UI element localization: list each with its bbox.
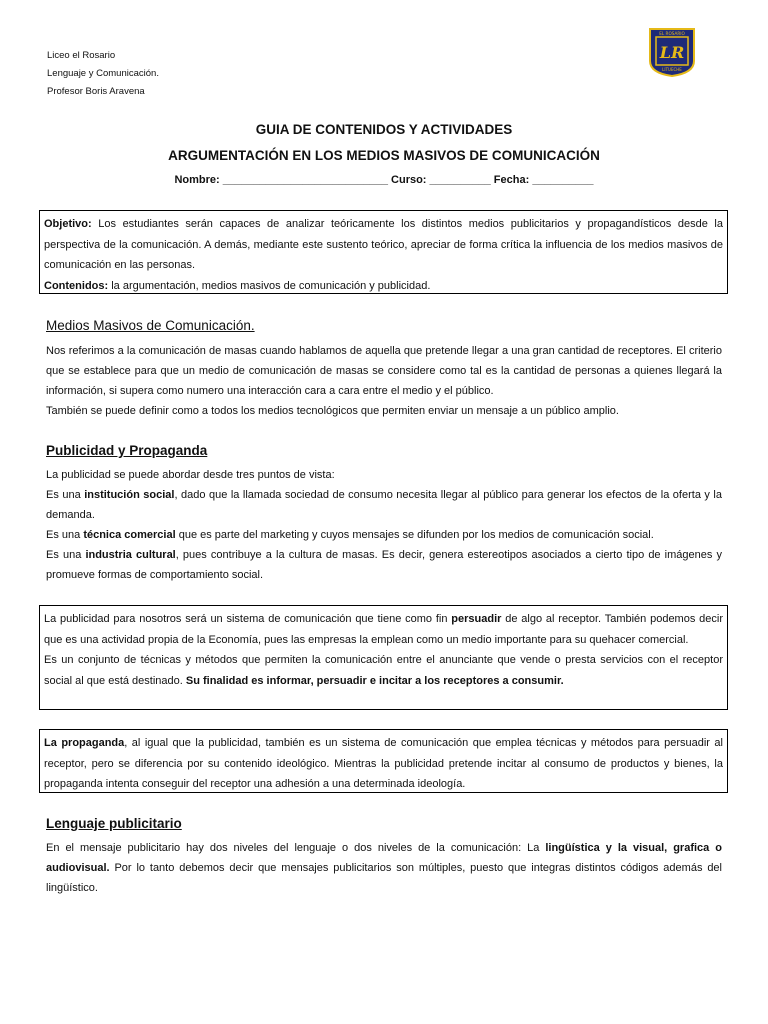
lenguaje-paragraph: En el mensaje publicitario hay dos niveles del lenguaje o dos niveles de la comunicación: La lingüística y la visual, grafica o audiovisual. Por lo tanto debemos decir que mensajes publicitarios son múltiples, puesto que integras distintos códigos además del lingüístico. (46, 842, 722, 894)
fecha-label: Fecha: (493, 174, 530, 186)
publicidad-intro: La publicidad se puede abordar desde tres puntos de vista: (46, 469, 335, 481)
logo-bottom-text: LITUECHE (662, 67, 682, 72)
publicidad-box-paragraph-2: Es un conjunto de técnicas y métodos que permiten la comunicación entre el anunciante que vende o presta servicios con el receptor social al que está destinado. Su finalidad es informar, persuadir e incitar a los receptores a consumir. (44, 654, 723, 687)
publicidad-item-2: Es una técnica comercial que es parte del marketing y cuyos mensajes se difunden por los medios de comunicación social. (46, 529, 654, 541)
heading-lenguaje-publicitario: Lenguaje publicitario (46, 816, 182, 831)
fecha-blank[interactable]: __________ (532, 174, 594, 186)
medios-section (46, 341, 722, 421)
publicidad-item-3: Es una industria cultural, pues contribuye a la cultura de masas. Es decir, genera estereotipos asociados a cierto tipo de imágenes y promueve formas de comportamiento social. (46, 549, 722, 581)
publicidad-definition-box (39, 605, 728, 710)
student-info-line (0, 174, 768, 186)
logo-monogram: LR (659, 43, 685, 62)
nombre-blank[interactable]: ___________________________ (222, 174, 388, 186)
medios-paragraph-1: Nos referimos a la comunicación de masas cuando hablamos de aquella que pretende llegar a una gran cantidad de receptores. El criterio que se establece para que un medio de comunicación de masas se considere como tal es la cantidad de personas a quienes llegará la información, si supera como numero una interacción cara a cara entre el medio y el público. (46, 345, 722, 397)
document-title: GUIA DE CONTENIDOS Y ACTIVIDADES (255, 122, 513, 137)
contenidos-text: la argumentación, medios masivos de comunicación y publicidad. (108, 279, 431, 292)
logo-top-text: EL ROSARIO (659, 31, 685, 36)
nombre-label: Nombre: (174, 174, 220, 186)
heading-publicidad-propaganda: Publicidad y Propaganda (46, 443, 208, 458)
curso-label: Curso: (391, 174, 427, 186)
objective-box (39, 210, 728, 294)
subject-name: Lenguaje y Comunicación. (47, 68, 159, 79)
school-logo (648, 27, 696, 77)
lenguaje-section (46, 838, 722, 898)
header-info (47, 47, 159, 101)
teacher-name: Profesor Boris Aravena (47, 86, 145, 97)
publicidad-section (46, 465, 722, 585)
contenidos-label: Contenidos: (44, 279, 109, 292)
publicidad-item-1: Es una institución social, dado que la llamada sociedad de consumo necesita llegar al público para generar los efectos de la oferta y la demanda. (46, 489, 722, 521)
publicidad-box-paragraph-1: La publicidad para nosotros será un sistema de comunicación que tiene como fin persuadir de algo al receptor. También podemos decir que es una actividad propia de la Economía, pues las empresas la emplean como un medio importante para su quehacer comercial. (44, 613, 723, 646)
medios-paragraph-2: También se puede definir como a todos los medios tecnológicos que permiten enviar un mensaje a un público amplio. (46, 405, 619, 417)
propaganda-paragraph: La propaganda, al igual que la publicidad, también es un sistema de comunicación que emplea técnicas y métodos para persuadir al receptor, pero se diferencia por su contenido ideológico. Mientras la publicidad pretende incitar al consumo de productos y bienes, la propaganda intenta conseguir del receptor una adhesión a una determinada ideología. (44, 737, 723, 790)
propaganda-definition-box (39, 729, 728, 793)
heading-medios-masivos: Medios Masivos de Comunicación. (46, 318, 255, 333)
school-name: Liceo el Rosario (47, 50, 116, 61)
objetivo-text: Los estudiantes serán capaces de analizar teóricamente los distintos medios publicitarios y propagandísticos desde la perspectiva de la comunicación. A demás, mediante este sustento teórico, apreciar de forma crítica la influencia de los medios masivos de comunicación en las personas. (44, 218, 723, 271)
contents-paragraph (44, 276, 723, 297)
objetivo-label: Objetivo: (44, 218, 92, 230)
objective-paragraph (44, 214, 723, 276)
document-subtitle: ARGUMENTACIÓN EN LOS MEDIOS MASIVOS DE COMUNICACIÓN (168, 148, 600, 163)
curso-blank[interactable]: __________ (429, 174, 491, 186)
